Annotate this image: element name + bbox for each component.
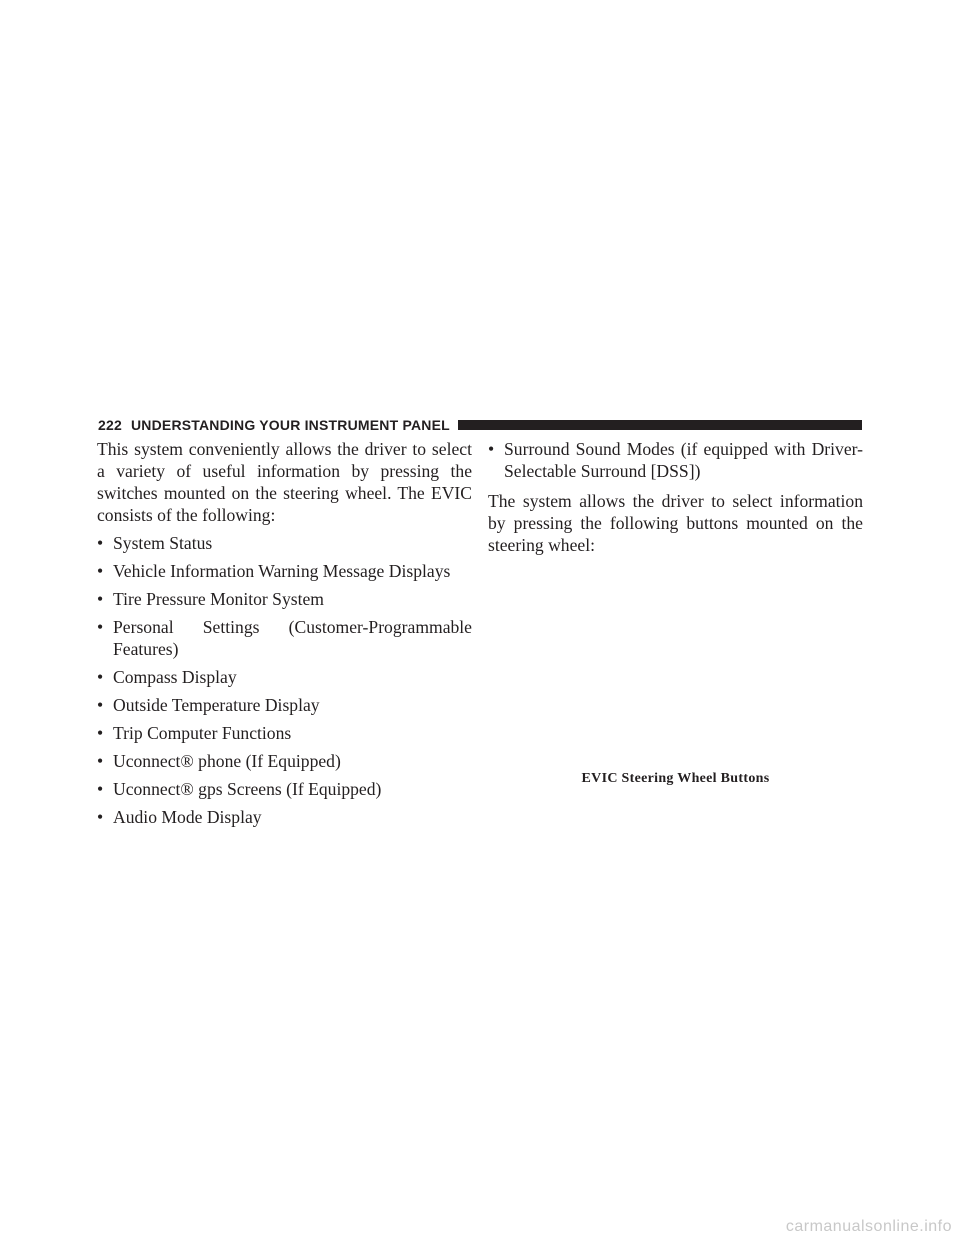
list-item: • Tire Pressure Monitor System xyxy=(97,589,324,609)
list-item: • System Status xyxy=(97,533,213,553)
list-item: • Uconnect® phone (If Equipped) xyxy=(97,751,341,771)
left-column xyxy=(97,438,472,828)
list-item: • Outside Temperature Display xyxy=(97,695,320,715)
list-item: • Uconnect® gps Screens (If Equipped) xyxy=(97,779,382,799)
figure-caption: EVIC Steering Wheel Buttons xyxy=(581,771,770,786)
bullet-icon: • xyxy=(488,439,495,459)
bullet-icon: • xyxy=(97,561,104,581)
evic-features-list-continued xyxy=(488,438,863,482)
intro-paragraph: This system conveniently allows the driver to select a variety of useful information by pressing the switches mounted on the steering wheel. The EVIC consists of the following: xyxy=(97,439,472,525)
page-number: 222 xyxy=(98,417,122,433)
bullet-icon: • xyxy=(97,751,104,771)
bullet-icon: • xyxy=(97,667,104,687)
list-item: • Surround Sound Modes (if equipped with Driver-Selectable Surround [DSS]) xyxy=(488,439,863,481)
header-rule xyxy=(458,420,862,430)
bullet-icon: • xyxy=(97,617,104,637)
list-item: • Trip Computer Functions xyxy=(97,723,292,743)
list-item: • Personal Settings (Customer-Programmable Features) xyxy=(97,617,472,659)
bullet-icon: • xyxy=(97,723,104,743)
right-column xyxy=(488,438,863,556)
bullet-icon: • xyxy=(97,589,104,609)
evic-features-list xyxy=(97,532,472,828)
bullet-icon: • xyxy=(97,695,104,715)
page-header xyxy=(98,415,862,435)
list-item: • Compass Display xyxy=(97,667,237,687)
list-item: • Audio Mode Display xyxy=(97,807,262,827)
watermark: carmanualsonline.info xyxy=(785,1218,952,1235)
steering-wheel-buttons-figure xyxy=(488,548,863,766)
buttons-intro-paragraph: The system allows the driver to select information by pressing the following buttons mounted on the steering wheel: xyxy=(488,491,863,555)
bullet-icon: • xyxy=(97,779,104,799)
bullet-icon: • xyxy=(97,533,104,553)
section-title: UNDERSTANDING YOUR INSTRUMENT PANEL xyxy=(130,417,450,433)
bullet-icon: • xyxy=(97,807,104,827)
list-item: • Vehicle Information Warning Message Displays xyxy=(97,561,451,581)
